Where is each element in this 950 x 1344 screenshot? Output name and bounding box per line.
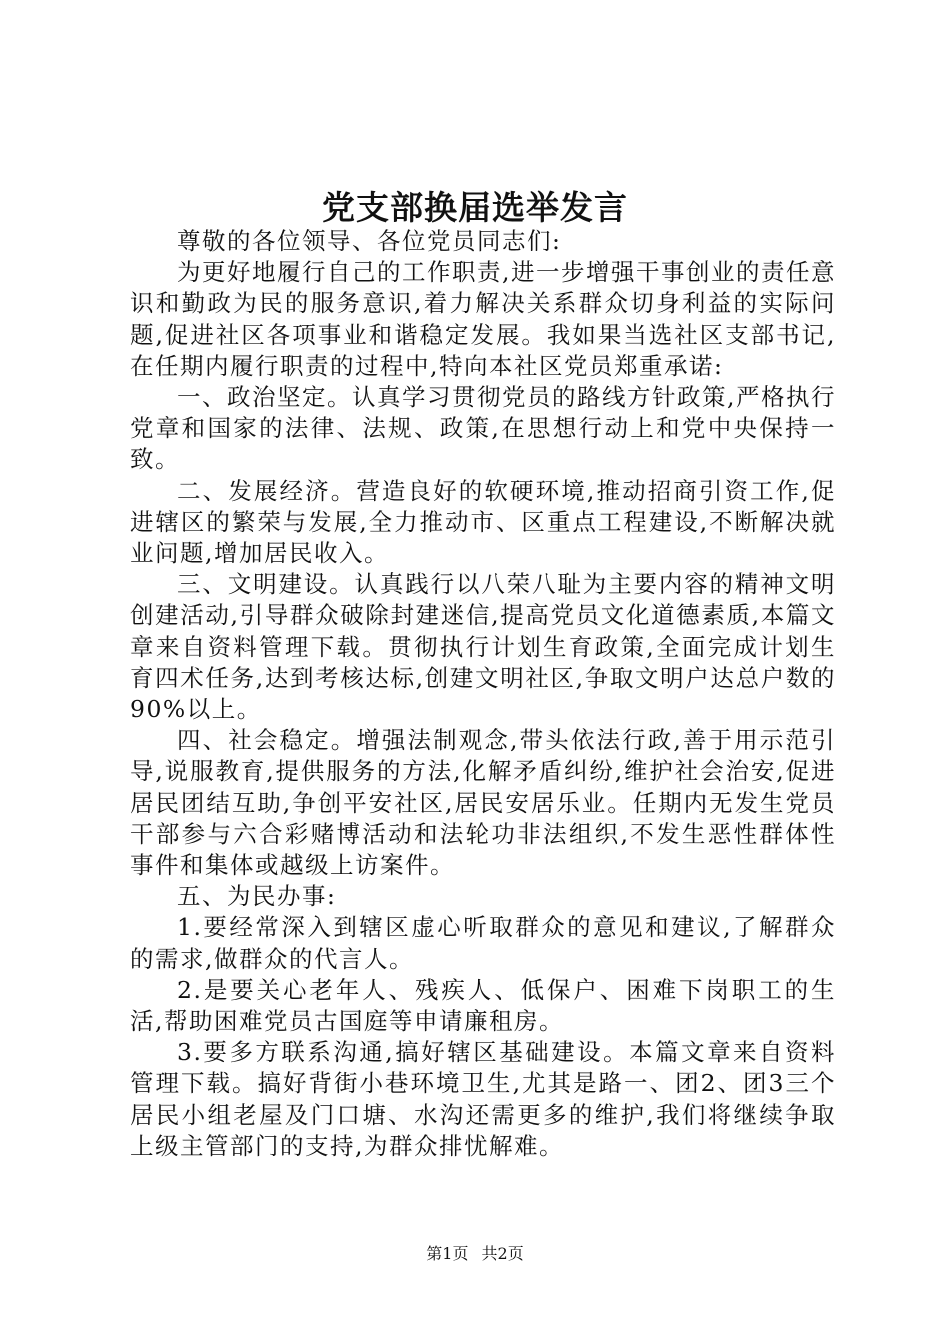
service-item-1-paragraph: 1.要经常深入到辖区虚心听取群众的意见和建议,了解群众的需求,做群众的代言人。	[130, 913, 836, 973]
stability-paragraph: 四、社会稳定。增强法制观念,带头依法行政,善于用示范引导,说服教育,提供服务的方法,化解矛盾纠纷,维护社会治安,促进居民团结互助,争创平安社区,居民安居乐业。任期内无发生党员干部参与六合彩赌博活动和法轮功非法组织,不发生恶性群体性事件和集体或越级上访案件。	[130, 726, 836, 880]
service-item-3-paragraph: 3.要多方联系沟通,搞好辖区基础建设。本篇文章来自资料管理下载。搞好背街小巷环境卫生,尤其是路一、团2、团3三个居民小组老屋及门口塘、水沟还需更多的维护,我们将继续争取上级主管部门的支持,为群众排忧解难。	[130, 1038, 836, 1160]
document-body	[130, 226, 836, 1162]
economy-paragraph: 二、发展经济。营造良好的软硬环境,推动招商引资工作,促进辖区的繁荣与发展,全力推动市、区重点工程建设,不断解决就业问题,增加居民收入。	[130, 476, 836, 568]
service-item-2-paragraph: 2.是要关心老年人、残疾人、低保户、困难下岗职工的生活,帮助困难党员古国庭等申请廉租房。	[130, 975, 836, 1036]
politics-paragraph: 一、政治坚定。认真学习贯彻党员的路线方针政策,严格执行党章和国家的法律、法规、政策,在思想行动上和党中央保持一致。	[130, 383, 836, 474]
service-heading-paragraph: 五、为民办事:	[177, 882, 337, 911]
civilization-paragraph: 三、文明建设。认真践行以八荣八耻为主要内容的精神文明创建活动,引导群众破除封建迷信,提高党员文化道德素质,本篇文章来自资料管理下载。贯彻执行计划生育政策,全面完成计划生育四术任务,达到考核达标,创建文明社区,争取文明户达总户数的90%以上。	[130, 570, 836, 724]
document-title: 党支部换届选举发言	[322, 188, 628, 227]
page-footer	[0, 1242, 950, 1266]
page-number: 第1页	[426, 1244, 469, 1263]
intro-paragraph: 为更好地履行自己的工作职责,进一步增强干事创业的责任意识和勤政为民的服务意识,着力解决关系群众切身利益的实际问题,促进社区各项事业和谐稳定发展。我如果当选社区支部书记,在任期内履行职责的过程中,特向本社区党员郑重承诺:	[130, 258, 836, 380]
page-total: 共2页	[481, 1244, 524, 1263]
salutation-paragraph: 尊敬的各位领导、各位党员同志们:	[177, 227, 562, 255]
